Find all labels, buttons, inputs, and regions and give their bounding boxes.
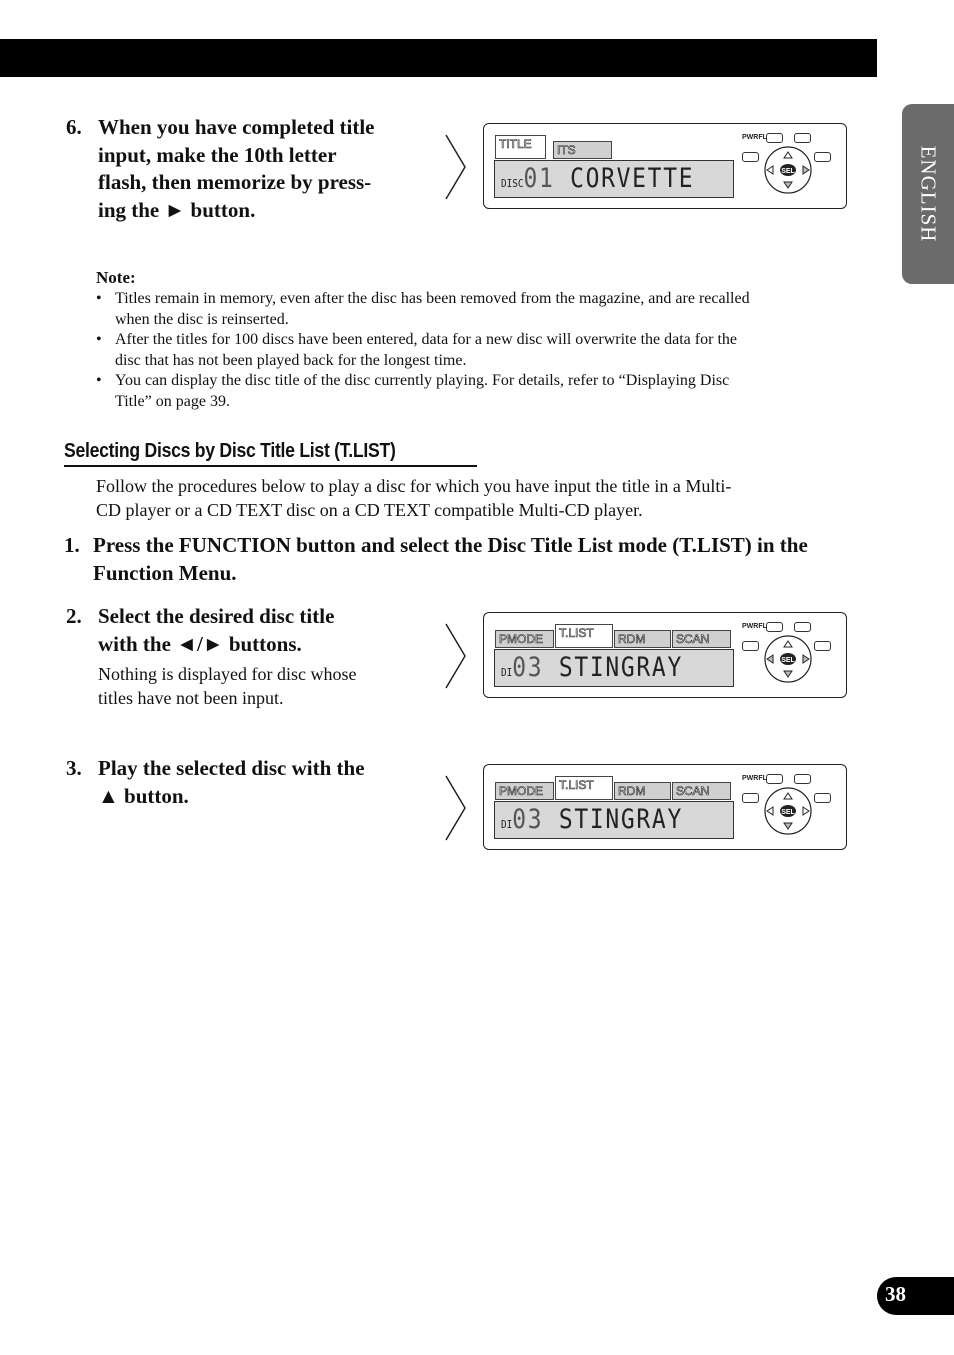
note-heading: Note: xyxy=(96,268,136,287)
heading-underline xyxy=(64,465,477,467)
intro-line: Follow the procedures below to play a disc for which you have input the title in a Multi- xyxy=(96,476,732,496)
lcd-prefix: DI xyxy=(501,818,513,831)
step1-line: Function Menu. xyxy=(93,560,237,585)
tab-rdm: RDM xyxy=(614,630,671,648)
note-item xyxy=(96,371,856,412)
note-item xyxy=(96,289,856,330)
lcd-prefix: DI xyxy=(501,666,513,679)
lcd-prefix: DISC xyxy=(501,177,524,190)
tab-rdm: RDM xyxy=(614,782,671,800)
source-button xyxy=(794,133,811,143)
bullet: • xyxy=(96,331,102,348)
source-button xyxy=(794,622,811,632)
display-button xyxy=(814,641,831,651)
tab-scan: SCAN xyxy=(672,782,731,800)
sel-label: SEL xyxy=(781,809,795,816)
tab-scan: SCAN xyxy=(672,630,731,648)
intro-paragraph xyxy=(96,474,856,522)
bullet: • xyxy=(96,290,102,307)
page-number: 38 xyxy=(885,1282,906,1306)
lcd-readout xyxy=(501,804,683,835)
note-line: Titles remain in memory, even after the disc has been removed from the magazine, and are recalled xyxy=(115,290,750,307)
step3-text xyxy=(98,755,428,810)
pointer-arrow-icon xyxy=(444,774,468,842)
language-tab-label: ENGLISH xyxy=(916,145,941,243)
step2-line: with the ◄/► buttons. xyxy=(98,631,302,656)
sel-label: SEL xyxy=(781,168,795,175)
step2-detail xyxy=(98,662,418,710)
note-list xyxy=(96,289,856,412)
pwrfl-label: PWRFL xyxy=(742,623,767,630)
lcd-readout xyxy=(501,652,683,683)
sel-label: SEL xyxy=(781,657,795,664)
disc-title-text: CORVETTE xyxy=(570,163,695,194)
step2-detail-line: Nothing is displayed for disc whose xyxy=(98,664,357,684)
disc-title-text: STINGRAY xyxy=(558,804,683,835)
disc-number: 03 xyxy=(512,804,544,835)
joystick-icon xyxy=(762,785,814,837)
bullet: • xyxy=(96,372,102,389)
tab-pmode: PMODE xyxy=(495,782,554,800)
header-bar xyxy=(0,39,877,77)
page-number-badge xyxy=(877,1277,954,1315)
note-line: when the disc is reinserted. xyxy=(115,310,289,328)
tab-pmode: PMODE xyxy=(495,630,554,648)
step6-line: ing the ► button. xyxy=(98,197,256,222)
lcd-screen xyxy=(494,801,734,839)
step1-line: Press the FUNCTION button and select the Disc Title List mode (T.LIST) in the xyxy=(93,533,808,557)
display-panel xyxy=(483,612,847,698)
step1-text xyxy=(93,532,893,587)
note-line: Title” on page 39. xyxy=(115,392,230,410)
intro-line: CD player or a CD TEXT disc on a CD TEXT compatible Multi-CD player. xyxy=(96,500,643,520)
lcd-readout xyxy=(501,163,694,194)
joystick-icon xyxy=(762,633,814,685)
step3-number: 3. xyxy=(66,756,82,780)
eject-button xyxy=(766,622,783,632)
band-button xyxy=(742,641,759,651)
tab-tlist: T.LIST xyxy=(555,776,613,800)
tab-title: TITLE xyxy=(495,135,546,159)
note-line: After the titles for 100 discs have been entered, data for a new disc will overwrite the data for the xyxy=(115,331,737,348)
step6-line: flash, then memorize by press- xyxy=(98,170,372,194)
band-button xyxy=(742,152,759,162)
step3-line: Play the selected disc with the xyxy=(98,756,365,780)
step2-text xyxy=(98,603,428,658)
step2-detail-line: titles have not been input. xyxy=(98,688,284,708)
step2-number: 2. xyxy=(66,604,82,628)
pwrfl-label: PWRFL xyxy=(742,775,767,782)
band-button xyxy=(742,793,759,803)
step6-text xyxy=(98,114,428,224)
step6-line: When you have completed title xyxy=(98,115,375,139)
pointer-arrow-icon xyxy=(444,133,468,201)
display-button xyxy=(814,793,831,803)
step6-number: 6. xyxy=(66,115,82,139)
pointer-arrow-icon xyxy=(444,622,468,690)
step3-line: ▲ button. xyxy=(98,783,189,808)
source-button xyxy=(794,774,811,784)
eject-button xyxy=(766,133,783,143)
step1-number: 1. xyxy=(64,533,80,557)
disc-title-text: STINGRAY xyxy=(558,652,683,683)
display-panel xyxy=(483,764,847,850)
disc-number: 01 xyxy=(523,163,555,194)
eject-button xyxy=(766,774,783,784)
note-line: You can display the disc title of the disc currently playing. For details, refer to “Displaying Disc xyxy=(115,372,730,389)
lcd-screen xyxy=(494,649,734,687)
language-tab xyxy=(902,104,954,284)
disc-number: 03 xyxy=(512,652,544,683)
section-heading: Selecting Discs by Disc Title List (T.LIST) xyxy=(64,440,396,462)
note-item xyxy=(96,330,856,371)
display-button xyxy=(814,152,831,162)
step6-line: input, make the 10th letter xyxy=(98,142,337,167)
tab-its: ITS xyxy=(553,141,612,159)
display-panel xyxy=(483,123,847,209)
joystick-icon xyxy=(762,144,814,196)
note-line: disc that has not been played back for the longest time. xyxy=(115,351,467,369)
step2-line: Select the desired disc title xyxy=(98,604,335,628)
pwrfl-label: PWRFL xyxy=(742,134,767,141)
lcd-screen xyxy=(494,160,734,198)
tab-tlist: T.LIST xyxy=(555,624,613,648)
